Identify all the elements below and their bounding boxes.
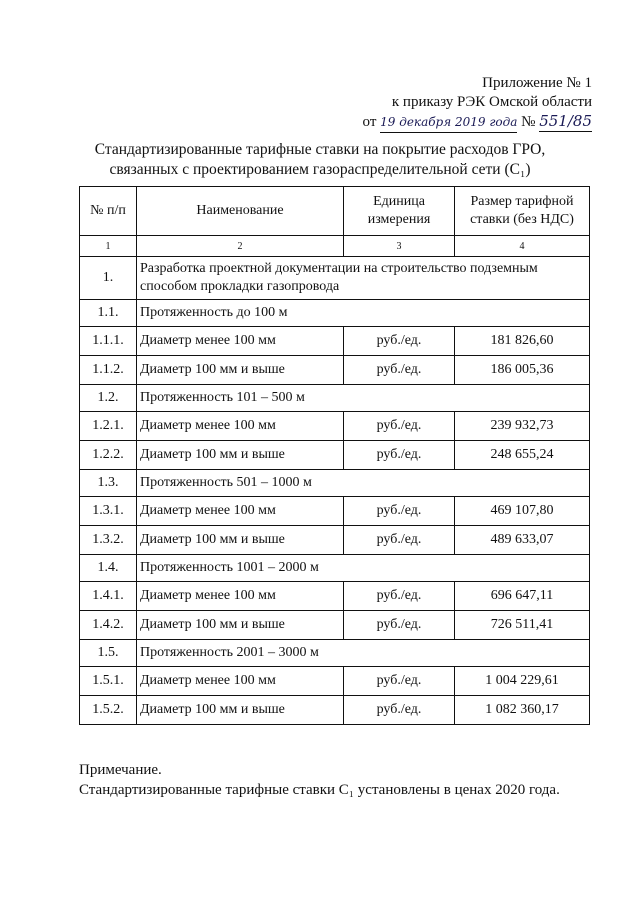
table-row bbox=[80, 611, 590, 640]
table-row bbox=[80, 497, 590, 526]
row-number: 1.5.2. bbox=[80, 696, 137, 725]
row-name: Диаметр менее 100 мм bbox=[137, 327, 344, 356]
appendix-label: Приложение № 1 bbox=[482, 75, 592, 91]
row-name: Диаметр 100 мм и выше bbox=[137, 611, 344, 640]
row-unit: руб./ед. bbox=[344, 582, 455, 611]
order-date-number-line bbox=[363, 112, 592, 133]
row-unit: руб./ед. bbox=[344, 412, 455, 441]
row-unit: руб./ед. bbox=[344, 696, 455, 725]
row-name: Протяженность 1001 – 2000 м bbox=[137, 555, 590, 582]
row-number: 1.5. bbox=[80, 640, 137, 667]
row-value: 1 082 360,17 bbox=[455, 696, 590, 725]
row-name: Диаметр 100 мм и выше bbox=[137, 526, 344, 555]
row-number: 1.3.1. bbox=[80, 497, 137, 526]
row-value: 239 932,73 bbox=[455, 412, 590, 441]
table-index-row bbox=[80, 236, 590, 257]
header-name: Наименование bbox=[137, 187, 344, 236]
handwritten-date: 19 декабря 2019 года bbox=[380, 113, 517, 133]
row-name: Диаметр менее 100 мм bbox=[137, 582, 344, 611]
row-value: 726 511,41 bbox=[455, 611, 590, 640]
row-value: 489 633,07 bbox=[455, 526, 590, 555]
row-value: 181 826,60 bbox=[455, 327, 590, 356]
row-unit: руб./ед. bbox=[344, 667, 455, 696]
table-row bbox=[80, 640, 590, 667]
order-reference: к приказу РЭК Омской области bbox=[391, 94, 592, 110]
row-unit: руб./ед. bbox=[344, 526, 455, 555]
row-number: 1.2. bbox=[80, 385, 137, 412]
row-number: 1.4. bbox=[80, 555, 137, 582]
table-row bbox=[80, 385, 590, 412]
number-label: № bbox=[521, 114, 536, 130]
row-name: Диаметр менее 100 мм bbox=[137, 412, 344, 441]
table-row bbox=[80, 667, 590, 696]
row-name: Протяженность 101 – 500 м bbox=[137, 385, 590, 412]
row-number: 1.3. bbox=[80, 470, 137, 497]
table-header-row bbox=[80, 187, 590, 236]
row-value: 248 655,24 bbox=[455, 441, 590, 470]
row-name: Диаметр менее 100 мм bbox=[137, 667, 344, 696]
row-number: 1.2.2. bbox=[80, 441, 137, 470]
table-row bbox=[80, 412, 590, 441]
tariff-table bbox=[79, 186, 590, 725]
table-row bbox=[80, 300, 590, 327]
index-cell: 4 bbox=[455, 236, 590, 257]
row-name: Разработка проектной документации на строительство подземным способом прокладки газопровода bbox=[137, 257, 590, 300]
row-number: 1.2.1. bbox=[80, 412, 137, 441]
from-label: от bbox=[362, 114, 377, 130]
row-number: 1.4.2. bbox=[80, 611, 137, 640]
row-name: Диаметр 100 мм и выше bbox=[137, 356, 344, 385]
row-name: Протяженность 501 – 1000 м bbox=[137, 470, 590, 497]
row-unit: руб./ед. bbox=[344, 497, 455, 526]
title-line-2: связанных с проектированием газораспределительной сети (С₁) bbox=[109, 161, 531, 178]
row-value: 469 107,80 bbox=[455, 497, 590, 526]
note-label: Примечание. bbox=[79, 762, 162, 778]
index-cell: 1 bbox=[80, 236, 137, 257]
row-value: 696 647,11 bbox=[455, 582, 590, 611]
row-name: Диаметр 100 мм и выше bbox=[137, 696, 344, 725]
table-row bbox=[80, 555, 590, 582]
title-line-1: Стандартизированные тарифные ставки на покрытие расходов ГРО, bbox=[94, 141, 546, 158]
table-row bbox=[80, 356, 590, 385]
row-number: 1.1. bbox=[80, 300, 137, 327]
table-row bbox=[80, 327, 590, 356]
row-unit: руб./ед. bbox=[344, 327, 455, 356]
row-name: Диаметр менее 100 мм bbox=[137, 497, 344, 526]
row-value: 186 005,36 bbox=[455, 356, 590, 385]
header-number: № п/п bbox=[80, 187, 137, 236]
handwritten-number: 551/85 bbox=[539, 112, 592, 130]
note-section bbox=[79, 760, 560, 800]
row-name: Протяженность до 100 м bbox=[137, 300, 590, 327]
index-cell: 2 bbox=[137, 236, 344, 257]
index-cell: 3 bbox=[344, 236, 455, 257]
row-name: Диаметр 100 мм и выше bbox=[137, 441, 344, 470]
document-header bbox=[363, 74, 592, 133]
note-text: Стандартизированные тарифные ставки С₁ установлены в ценах 2020 года. bbox=[79, 782, 560, 798]
table-row bbox=[80, 470, 590, 497]
row-value: 1 004 229,61 bbox=[455, 667, 590, 696]
table-row bbox=[80, 696, 590, 725]
table-row bbox=[80, 526, 590, 555]
row-name: Протяженность 2001 – 3000 м bbox=[137, 640, 590, 667]
header-unit: Единица измерения bbox=[344, 187, 455, 236]
row-number: 1.5.1. bbox=[80, 667, 137, 696]
row-number: 1. bbox=[80, 257, 137, 300]
row-unit: руб./ед. bbox=[344, 441, 455, 470]
row-unit: руб./ед. bbox=[344, 356, 455, 385]
row-number: 1.3.2. bbox=[80, 526, 137, 555]
row-number: 1.1.1. bbox=[80, 327, 137, 356]
row-number: 1.1.2. bbox=[80, 356, 137, 385]
header-rate: Размер тарифной ставки (без НДС) bbox=[455, 187, 590, 236]
row-number: 1.4.1. bbox=[80, 582, 137, 611]
table-row bbox=[80, 441, 590, 470]
table-row bbox=[80, 257, 590, 300]
document-title bbox=[60, 140, 580, 180]
row-unit: руб./ед. bbox=[344, 611, 455, 640]
table-row bbox=[80, 582, 590, 611]
